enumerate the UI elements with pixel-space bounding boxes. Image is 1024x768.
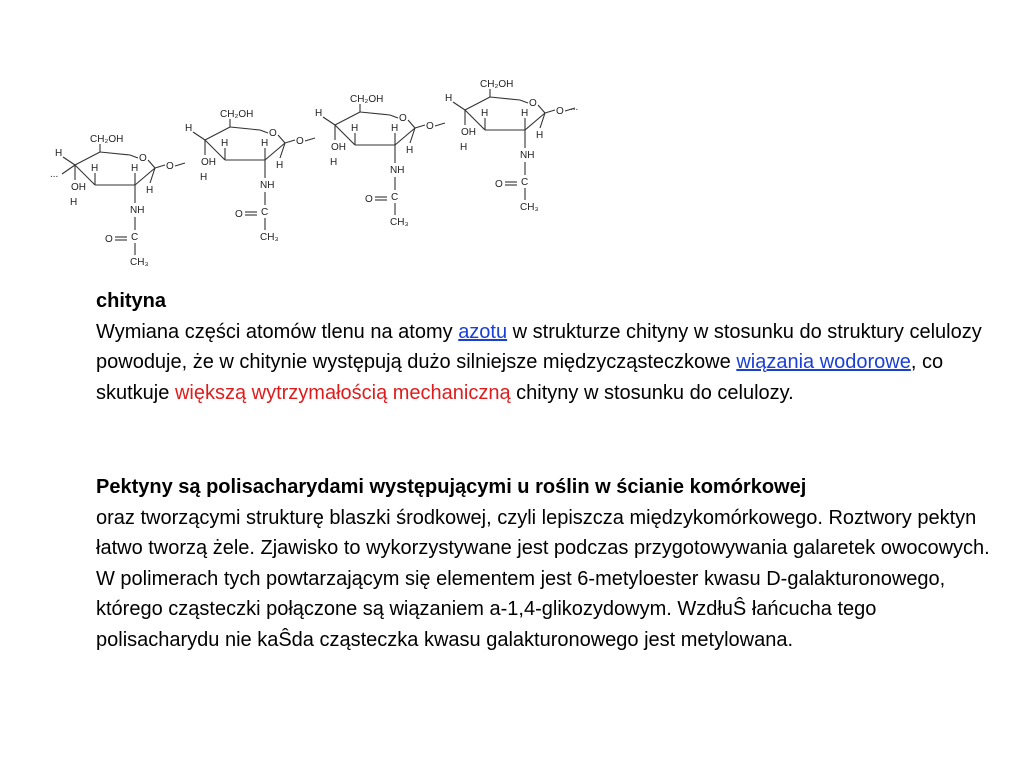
unit-3-nh-label: NH [390, 165, 405, 176]
chitin-text-1: Wymiana części atomów tlenu na atomy [96, 320, 459, 343]
unit-4-ch2oh-label: CH₂OH [480, 79, 514, 90]
unit-1-ch2oh-label: CH₂OH [90, 134, 124, 145]
unit-1-h-label: H [131, 163, 139, 174]
unit-2-ch2oh-label: CH₂OH [220, 109, 254, 120]
unit-4-nh-label: NH [520, 150, 535, 161]
unit-2-glycosidic-bond [305, 138, 315, 141]
unit-4-c-label: C [521, 177, 529, 188]
unit-2-ring-bond [230, 127, 260, 130]
unit-1-ring-bond [100, 152, 130, 155]
unit-2-h-label: H [185, 123, 193, 134]
pectin-heading: Pektyny są polisacharydami występującymi u roślin w ścianie komórkowej [96, 476, 807, 498]
unit-4-ch3-label: CH₃ [520, 202, 539, 213]
link-wiazania-wodorowe[interactable]: wiązania wodorowe [736, 351, 911, 373]
pectin-section [96, 472, 996, 655]
unit-4-ring-bond [538, 105, 545, 113]
unit-3-h-label: H [351, 123, 359, 134]
unit-4-h-label: H [536, 130, 544, 141]
unit-1-oh-label: OH [71, 182, 86, 193]
chitin-text-2: w strukturze chityny w stosunku do struktury celulozy powoduje, że w chitynie występują dużo silniejsze międzycząsteczkowe [96, 320, 982, 373]
unit-4-h-label: H [521, 108, 529, 119]
unit-1-c-label: C [131, 232, 139, 243]
unit-1-glycosidic-bond [155, 165, 165, 168]
unit-3-c-label: C [391, 192, 399, 203]
unit-2-h-label: H [200, 172, 208, 183]
unit-1-h-label: H [91, 163, 99, 174]
pectin-paragraph: oraz tworzącymi strukturę blaszki środkowej, czyli lepiszcza międzykomórkowego. Roztwory pektyn łatwo tworzą żele. Zjawisko to wykorzystywane jest podczas przygotowywania galaretek owocowych. W polimerach tych powtarzającym się elementem jest 6-metyloester kwasu D-galakturonowego, którego cząsteczki połączone są wiązaniem a-1,4-glikozydowym. WzdłuŜ łańcucha tego polisacharydu nie kaŜda cząsteczka kwasu galakturonowego jest metylowana. [96, 506, 990, 651]
unit-3-glycosidic-bond [415, 125, 425, 128]
unit-3-h-label: H [315, 108, 323, 119]
chain-start-ellipsis: ... [50, 169, 59, 180]
unit-4-h-label: H [445, 93, 453, 104]
unit-3-oh-label: OH [331, 142, 346, 153]
unit-1-carbonyl-oxygen-label: O [105, 234, 113, 245]
chitin-text-4: chityny w stosunku do celulozy. [510, 381, 794, 404]
unit-2-ring-bond [278, 135, 285, 143]
unit-4-glycosidic-oxygen-label: O [556, 106, 564, 117]
unit-4-ring-bond [520, 100, 528, 103]
unit-2-h-label: H [261, 138, 269, 149]
unit-2-ring-bond [260, 130, 268, 133]
chitin-heading: chityna [96, 290, 167, 312]
unit-2-h-bond [193, 132, 205, 140]
unit-4-oh-label: OH [461, 127, 476, 138]
unit-1-ch3-label: CH₃ [130, 257, 149, 268]
chitin-highlight: większą wytrzymałością mechaniczną [174, 381, 511, 404]
unit-1-h-bond [63, 157, 75, 165]
unit-2-ch3-label: CH₃ [260, 232, 279, 243]
unit-1-h-label: H [55, 148, 63, 159]
unit-4-h-label: H [460, 142, 468, 153]
unit-3-ch2oh-label: CH₂OH [350, 94, 384, 105]
unit-4-ring-oxygen-label: O [529, 98, 537, 109]
unit-3-ring-bond [390, 115, 398, 118]
unit-1-glycosidic-oxygen-label: O [166, 161, 174, 172]
unit-2-nh-label: NH [260, 180, 275, 191]
unit-3-h-label: H [391, 123, 399, 134]
unit-3-glycosidic-bond [435, 123, 445, 126]
unit-3-ring-bond [360, 112, 390, 115]
unit-1-h-label: H [146, 185, 154, 196]
unit-3-h-label: H [330, 157, 338, 168]
chitin-text-3: , co skutkuje [96, 351, 944, 404]
unit-2-h-label: H [221, 138, 229, 149]
unit-4-h-bond [453, 102, 465, 110]
unit-2-h-label: H [276, 160, 284, 171]
unit-1-nh-label: NH [130, 205, 145, 216]
unit-4-carbonyl-oxygen-label: O [495, 179, 503, 190]
unit-3-h-bond [323, 117, 335, 125]
unit-3-h-label: H [406, 145, 414, 156]
unit-2-glycosidic-bond [285, 140, 295, 143]
link-azotu[interactable]: azotu [458, 320, 508, 343]
unit-3-carbonyl-oxygen-label: O [365, 194, 373, 205]
chain-start-bond [62, 165, 75, 174]
chitin-section [96, 286, 996, 408]
unit-3-ring-bond [408, 120, 415, 128]
chain-end-ellipsis: ... [570, 102, 579, 113]
unit-3-ring-oxygen-label: O [399, 113, 407, 124]
unit-2-oh-label: OH [201, 157, 216, 168]
unit-2-carbonyl-oxygen-label: O [235, 209, 243, 220]
unit-1-ring-bond [148, 160, 155, 168]
unit-2-glycosidic-oxygen-label: O [296, 136, 304, 147]
unit-1-ring-bond [130, 155, 138, 158]
unit-1-h-label: H [70, 197, 78, 208]
unit-3-ch3-label: CH₃ [390, 217, 409, 228]
unit-4-glycosidic-bond [545, 110, 555, 113]
unit-3-glycosidic-oxygen-label: O [426, 121, 434, 132]
chitin-paragraph [96, 317, 996, 409]
unit-1-ring-oxygen-label: O [139, 153, 147, 164]
unit-1-glycosidic-bond [175, 163, 185, 166]
unit-4-ring-bond [490, 97, 520, 100]
unit-4-h-label: H [481, 108, 489, 119]
unit-2-c-label: C [261, 207, 269, 218]
unit-2-ring-oxygen-label: O [269, 128, 277, 139]
chitin-structure-diagram [50, 70, 590, 268]
